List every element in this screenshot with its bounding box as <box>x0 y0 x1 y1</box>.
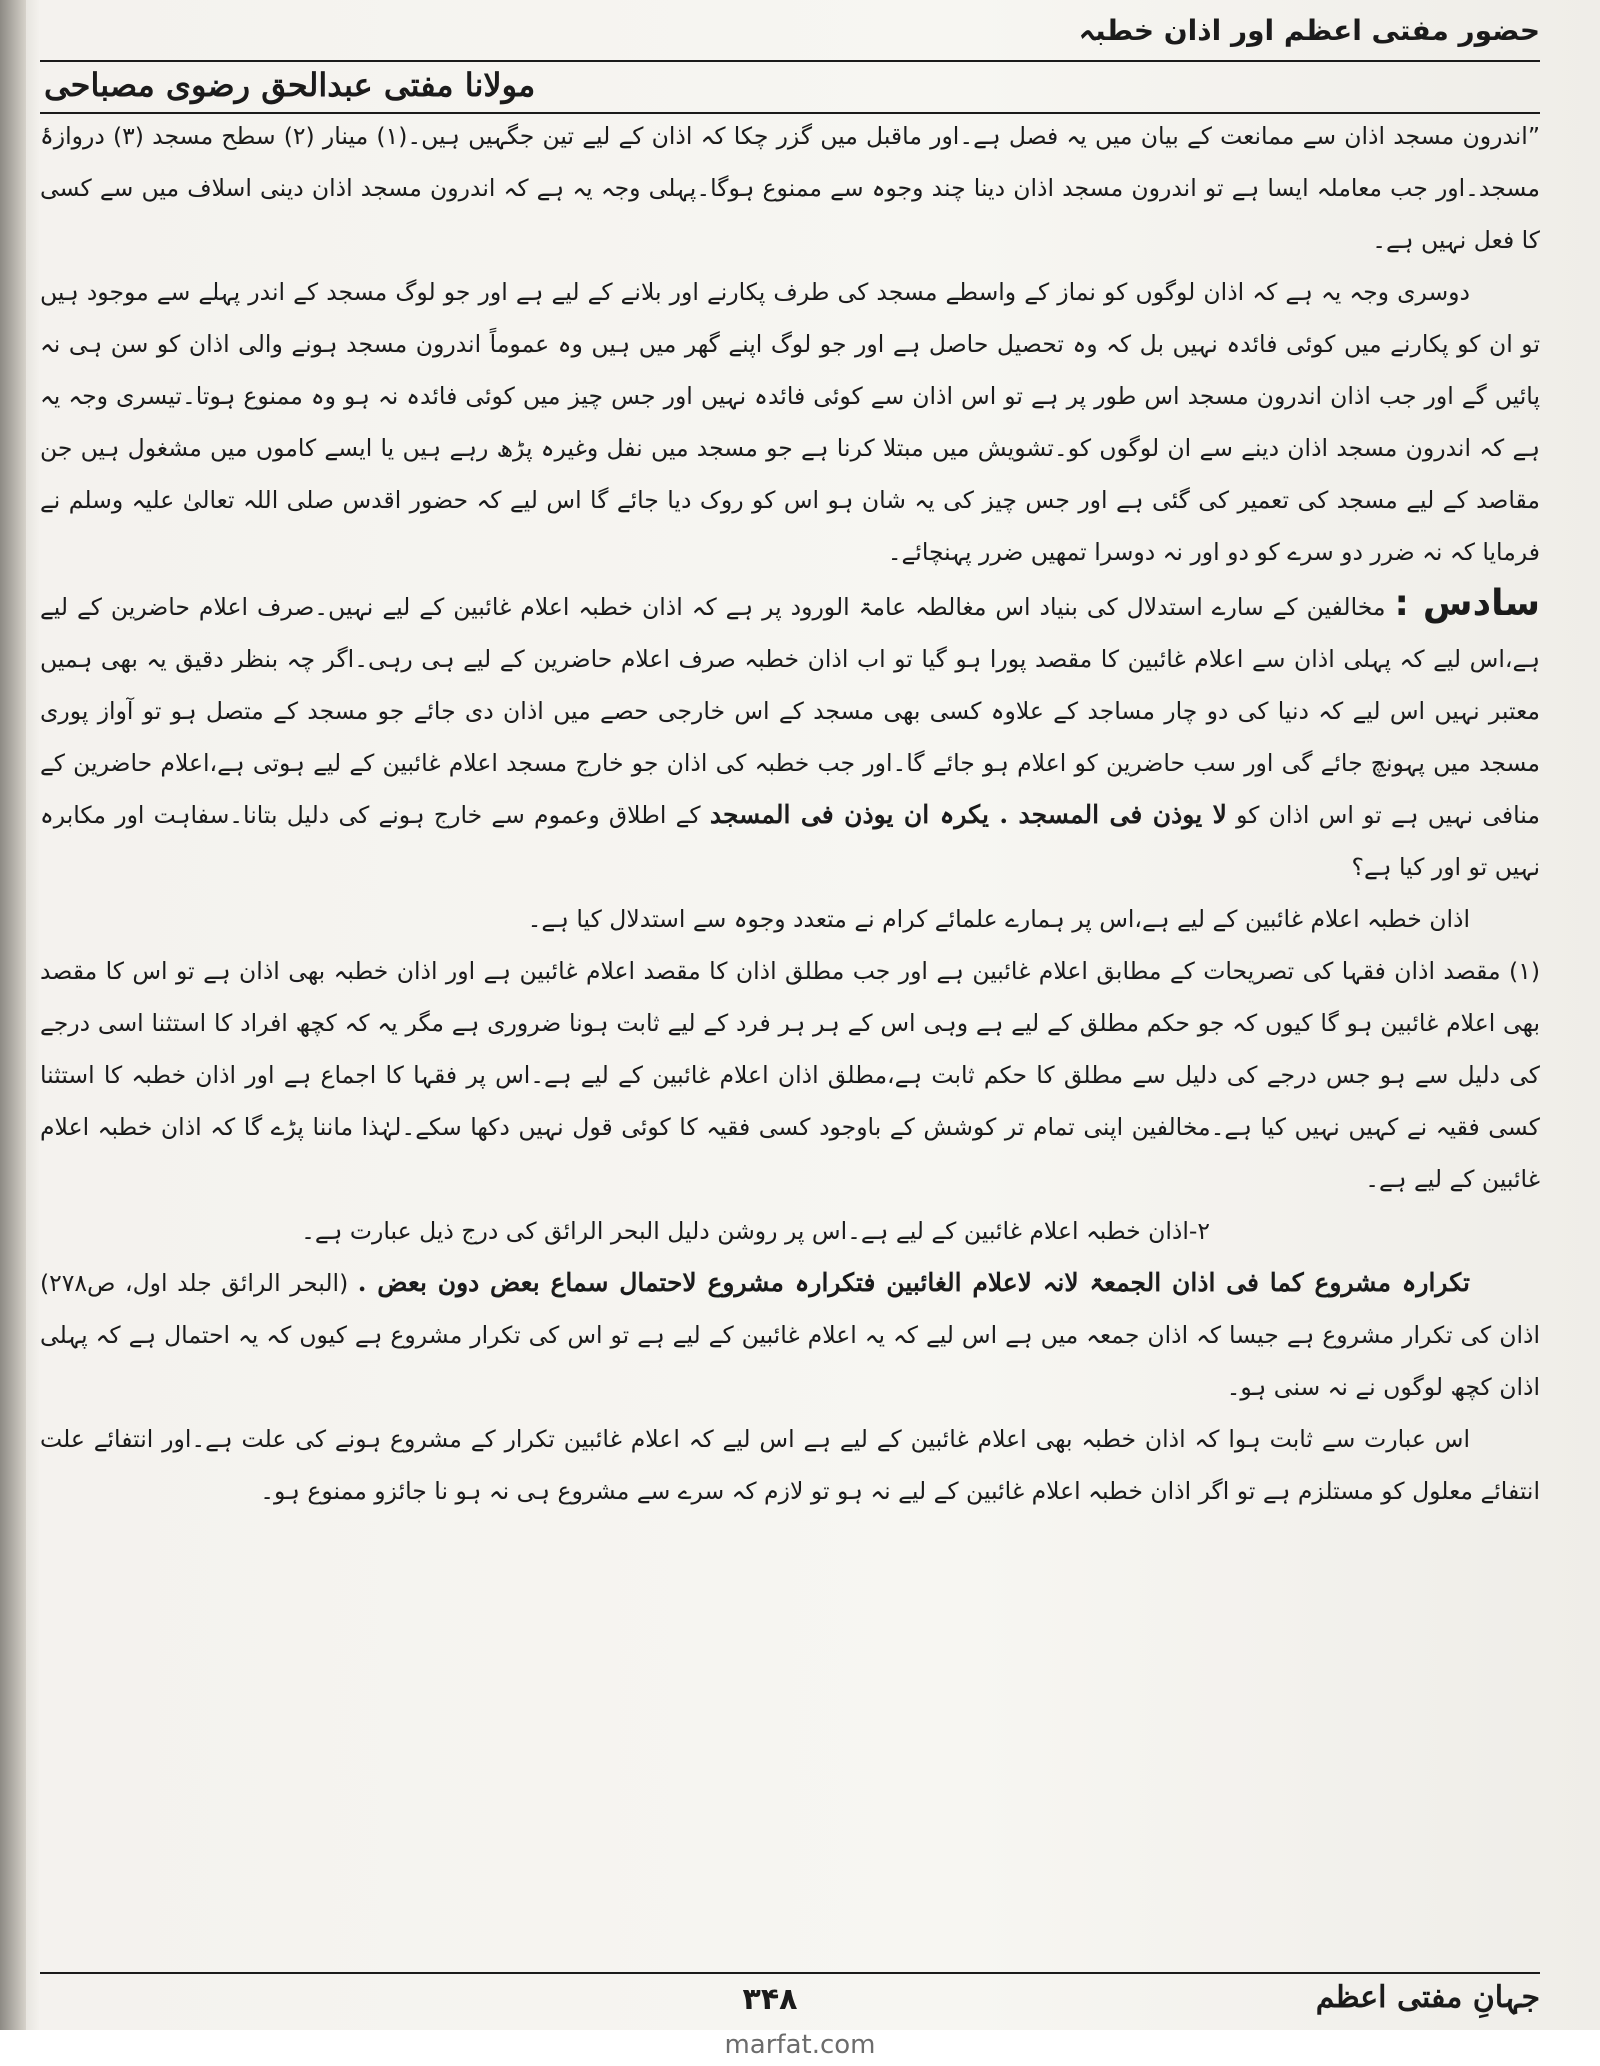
paragraph: اذان خطبہ اعلام غائبین کے لیے ہے،اس پر ہمارے علمائے کرام نے متعدد وجوہ سے استدلال کیا ہے۔ <box>527 905 1470 933</box>
arabic-quote: تکرارہ مشروع کما فی اذان الجمعۃ لانہ لاعلام الغائبین فتکرارہ مشروع لاحتمال سماع بعض دون بعض . <box>357 1268 1470 1297</box>
header-rule-top <box>40 60 1540 62</box>
author-name: مولانا مفتی عبدالحق رضوی مصباحی <box>44 66 536 104</box>
paragraph: ۲-اذان خطبہ اعلام غائبین کے لیے ہے۔اس پر روشن دلیل البحر الرائق کی درج ذیل عبارت ہے۔ <box>301 1217 1210 1245</box>
book-spine-shadow <box>0 0 26 2066</box>
footer-book-title: جہانِ مفتی اعظم <box>1315 1980 1540 2015</box>
paragraph: اس عبارت سے ثابت ہوا کہ اذان خطبہ بھی اعلام غائبین کے لیے ہے اس لیے کہ اعلام غائبین تکرار کے مشروع ہونے کی علت ہے۔اور انتفائے علت انتفائے معلول کو مستلزم ہے تو اگر اذان خطبہ اعلام غائبین کے لیے نہ ہو تو لازم کہ سرے سے مشروع ہی نہ ہو نا جائزو ممنوع ہو۔ <box>40 1425 1540 1505</box>
arabic-quote: لا یوذن فی المسجد . یکرہ ان یوذن فی المسجد <box>709 800 1227 829</box>
page-body <box>40 110 1540 1960</box>
paragraph: دوسری وجہ یہ ہے کہ اذان لوگوں کو نماز کے واسطے مسجد کی طرف پکارنے اور بلانے کے لیے ہے اور جو لوگ مسجد کے اندر پہلے سے موجود ہیں تو ان کو پکارنے میں کوئی فائدہ نہیں بل کہ وہ تحصیل حاصل ہے اور جو لوگ اپنے گھر میں ہیں وہ عموماً اندرون مسجد ہونے والی اذان کو سن ہی نہ پائیں گے اور جب اذان اندرون مسجد اس طور پر ہے تو اس اذان سے کوئی فائدہ نہیں اور جس چیز میں کوئی فائدہ نہ ہو وہ ممنوع ہوتا۔تیسری وجہ یہ ہے کہ اندرون مسجد اذان دینے سے ان لوگوں کو۔تشویش میں مبتلا کرنا ہے جو مسجد میں نفل وغیرہ پڑھ رہے ہیں یا ایسے کاموں میں مشغول ہیں جن مقاصد کے لیے مسجد کی تعمیر کی گئی ہے اور جس چیز کی یہ شان ہو اس کو روک دیا جائے گا اس لیے کہ حضور اقدس صلی اللہ تعالیٰ علیہ وسلم نے فرمایا کہ نہ ضرر دو سرے کو دو اور نہ دوسرا تمھیں ضرر پہنچائے۔ <box>40 278 1540 566</box>
watermark: marfat.com <box>0 2030 1600 2066</box>
paragraph: ”اندرون مسجد اذان سے ممانعت کے بیان میں یہ فصل ہے۔اور ماقبل میں گزر چکا کہ اذان کے لیے تین جگہیں ہیں۔(۱) مینار (۲) سطح مسجد (۳) دروازۂ مسجد۔اور جب معاملہ ایسا ہے تو اندرون مسجد اذان دینا چند وجوہ سے ممنوع ہوگا۔پہلی وجہ یہ ہے کہ اندرون مسجد اذان دینی اسلاف میں سے کسی کا فعل نہیں ہے۔ <box>40 122 1540 254</box>
paragraph <box>40 1257 1540 1413</box>
paragraph-text: مخالفین کے سارے استدلال کی بنیاد اس مغالطہ عامۃ الورود پر ہے کہ اذان خطبہ اعلام غائبین کے لیے نہیں۔صرف اعلام حاضرین کے لیے ہے،اس لیے کہ پہلی اذان سے اعلام غائبین کا مقصد پورا ہو گیا تو اب اذان خطبہ صرف اعلام حاضرین کے لیے ہی رہی۔اگر چہ بنظر دقیق یہ بھی ہمیں معتبر نہیں اس لیے کہ دنیا کی دو چار مساجد کے علاوہ کسی بھی مسجد کے اس خارجی حصے میں اذان دی جائے جو مسجد کے متصل ہو تو آواز پوری مسجد میں پہونچ جائے گی اور سب حاضرین کو اعلام ہو جائے گا۔اور جب خطبہ کی اذان جو خارج مسجد اعلام غائبین کے لیے ہوتی ہے،اعلام حاضرین کے منافی نہیں ہے تو اس اذان کو <box>40 593 1540 829</box>
paragraph: (۱) مقصد اذان فقہا کی تصریحات کے مطابق اعلام غائبین ہے اور جب مطلق اذان کا مقصد اعلام غائبین ہے اور اذان خطبہ بھی اذان ہے تو اس کا مقصد بھی اعلام غائبین ہو گا کیوں کہ جو حکم مطلق کے لیے ہے وہی اس کے ہر ہر فرد کے لیے ثابت ہونا ضروری ہے مگر یہ کہ کچھ افراد کا استثنا اسی درجے کی دلیل سے ہو جس درجے کی دلیل سے مطلق کا حکم ثابت ہے،مطلق اذان اعلام غائبین کے لیے ہے۔اس پر فقہا کا اجماع ہے اور اذان خطبہ کا استثنا کسی فقیہ نے کہیں نہیں کیا ہے۔مخالفین اپنی تمام تر کوشش کے باوجود کسی فقیہ کا کوئی قول نہیں دکھا سکے۔لہٰذا ماننا پڑے گا کہ اذان خطبہ اعلام غائبین کے لیے ہے۔ <box>40 957 1540 1193</box>
section-title: سادس : <box>1394 583 1540 624</box>
page-number: ۳۴۸ <box>742 1982 798 2017</box>
paragraph <box>40 578 1540 893</box>
footer-rule <box>40 1972 1540 1974</box>
paragraph-text: کے اطلاق وعموم سے خارج ہونے کی دلیل بتانا۔سفاہت اور مکابرہ نہیں تو اور کیا ہے؟ <box>40 801 1540 881</box>
paragraph-text: (البحر الرائق جلد اول، ص۲۷۸) اذان کی تکرار مشروع ہے جیسا کہ اذان جمعہ میں ہے اس لیے کہ یہ اعلام غائبین کے لیے ہے تو اس کی تکرار مشروع ہے کیوں کہ یہ احتمال ہے کہ پہلی اذان کچھ لوگوں نے نہ سنی ہو۔ <box>40 1269 1540 1401</box>
running-title: حضور مفتی اعظم اور اذان خطبہ <box>1078 14 1540 47</box>
